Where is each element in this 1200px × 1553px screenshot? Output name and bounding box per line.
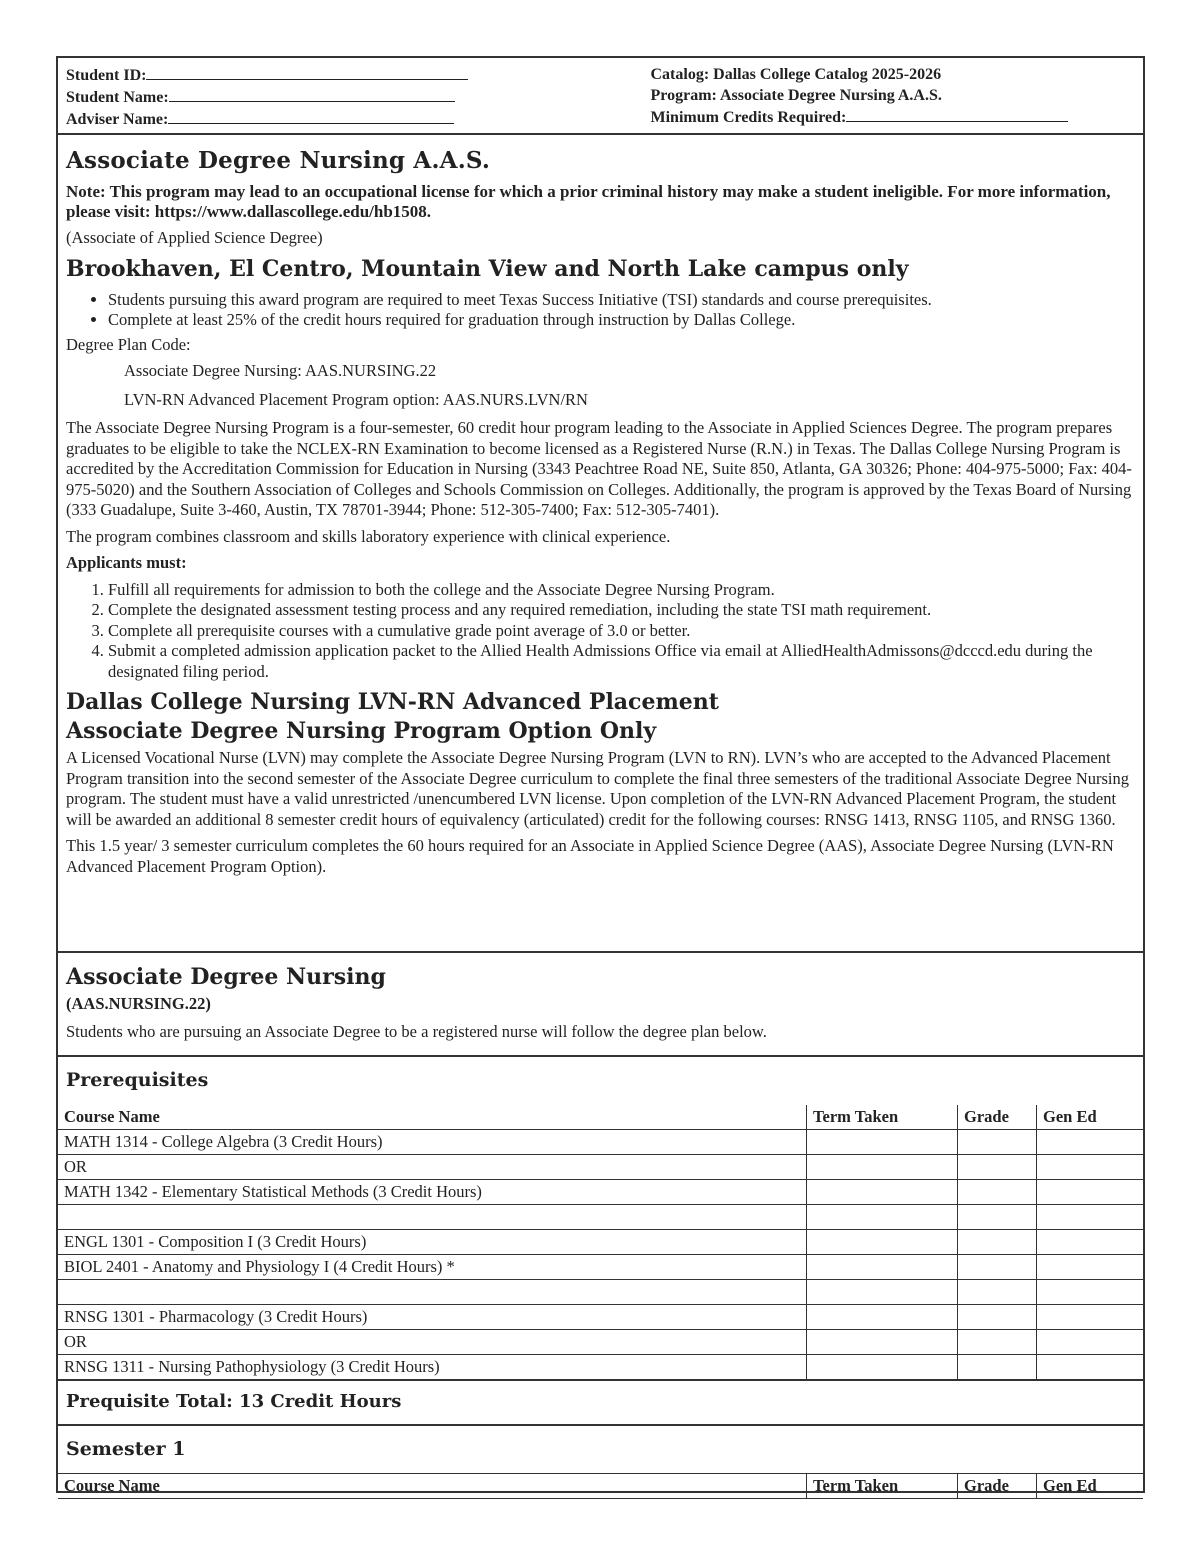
col-term-taken: Term Taken xyxy=(807,1474,958,1499)
table-row xyxy=(58,1180,1143,1205)
table-row xyxy=(58,1130,1143,1155)
term-cell[interactable] xyxy=(807,1205,958,1230)
degree-type: (Associate of Applied Science Degree) xyxy=(66,228,323,247)
semester-1-table xyxy=(58,1474,1143,1499)
table-row xyxy=(58,1355,1143,1380)
hb1508-note: Note: This program may lead to an occupational license for which a prior criminal history may make a student ineligible. For more information, please visit: https://www.dallascollege.edu/hb1508. xyxy=(66,182,1111,221)
table-header-row xyxy=(58,1105,1143,1130)
term-cell[interactable] xyxy=(807,1255,958,1280)
term-cell[interactable] xyxy=(807,1180,958,1205)
lvn-heading xyxy=(66,688,1135,746)
plan-code-lvn: LVN-RN Advanced Placement Program option: AAS.NURS.LVN/RN xyxy=(124,389,588,409)
table-row xyxy=(58,1230,1143,1255)
course-cell: RNSG 1311 - Nursing Pathophysiology (3 Credit Hours) xyxy=(58,1355,807,1380)
gen-ed-cell[interactable] xyxy=(1037,1355,1144,1380)
course-cell: RNSG 1301 - Pharmacology (3 Credit Hours) xyxy=(58,1305,807,1330)
program-title: Associate Degree Nursing A.A.S. xyxy=(66,147,491,174)
term-cell[interactable] xyxy=(807,1305,958,1330)
term-cell[interactable] xyxy=(807,1130,958,1155)
prerequisites-table xyxy=(58,1105,1143,1380)
grade-cell[interactable] xyxy=(958,1280,1037,1305)
degree-plan-page xyxy=(56,56,1145,1493)
term-cell[interactable] xyxy=(807,1155,958,1180)
grade-cell[interactable] xyxy=(958,1330,1037,1355)
program-paragraph: The Associate Degree Nursing Program is a four-semester, 60 credit hour program leading to the Associate in Applied Sciences Degree. The program prepares graduates to be eligible to take the NCLEX-RN Examination to become licensed as a Registered Nurse (R.N.) in Texas. The Dallas College Nursing Program is accredited by the Accreditation Commission for Education in Nursing (3343 Peachtree Road NE, Suite 850, Atlanta, GA 30326; Phone: 404-975-5000; Fax: 404-975-5020) and the Southern Association of Colleges and Schools Commission on Colleges. Additionally, the program is approved by the Texas Board of Nursing (333 Guadalupe, Suite 3-460, Austin, TX 78701-3944; Phone: 512-305-7400; Fax: 512-305-7401). xyxy=(66,418,1132,519)
semester-1-section xyxy=(58,1426,1143,1499)
table-row xyxy=(58,1305,1143,1330)
list-item: • Complete at least 25% of the credit hours required for graduation through instruction by Dallas College. xyxy=(108,310,1135,331)
min-credits-label: Minimum Credits Required: xyxy=(650,109,847,126)
gen-ed-cell[interactable] xyxy=(1037,1280,1144,1305)
lvn-paragraph: A Licensed Vocational Nurse (LVN) may complete the Associate Degree Nursing Program (LVN to RN). LVN’s who are accepted to the Advanced Placement Program transition into the second semester of the Associate Degree curriculum to complete the final three semesters of the traditional Associate Degree Nursing program. The student must have a valid unrestricted /unencumbered LVN license. Upon completion of the LVN-RN Advanced Placement Program, the student will be awarded an additional 8 semester credit hours of equivalency (articulated) credit for the following courses: RNSG 1413, RNSG 1105, and RNSG 1360. xyxy=(66,748,1130,829)
prerequisite-total: Prequisite Total: 13 Credit Hours xyxy=(66,1391,402,1412)
list-item: • Students pursuing this award program are required to meet Texas Success Initiative (TSI) standards and course prerequisites. xyxy=(108,290,1135,311)
student-id-row xyxy=(66,64,551,86)
campus-heading: Brookhaven, El Centro, Mountain View and North Lake campus only xyxy=(66,255,909,282)
student-id-field[interactable] xyxy=(146,64,468,80)
program-description xyxy=(58,135,1143,953)
program-text: Program: Associate Degree Nursing A.A.S. xyxy=(650,87,942,104)
col-gen-ed: Gen Ed xyxy=(1037,1105,1144,1130)
course-cell: OR xyxy=(58,1155,807,1180)
prerequisites-title: Prerequisites xyxy=(66,1069,209,1091)
adn-description: Students who are pursuing an Associate Degree to be a registered nurse will follow the degree plan below. xyxy=(66,1022,767,1041)
adviser-name-field[interactable] xyxy=(168,108,454,124)
student-info-header xyxy=(58,58,1143,135)
catalog-text: Catalog: Dallas College Catalog 2025-2026 xyxy=(650,66,942,83)
col-course-name: Course Name xyxy=(58,1105,807,1130)
col-gen-ed: Gen Ed xyxy=(1037,1474,1144,1499)
adn-section xyxy=(58,953,1143,1057)
table-row xyxy=(58,1280,1143,1305)
grade-cell[interactable] xyxy=(958,1230,1037,1255)
student-name-label: Student Name: xyxy=(66,89,169,106)
table-header-row xyxy=(58,1474,1143,1499)
prerequisite-total-row xyxy=(58,1380,1143,1424)
course-cell xyxy=(58,1280,807,1305)
list-item: 3. Complete all prerequisite courses with a cumulative grade point average of 3.0 or better. xyxy=(108,621,1135,642)
course-cell: BIOL 2401 - Anatomy and Physiology I (4 Credit Hours) * xyxy=(58,1255,807,1280)
gen-ed-cell[interactable] xyxy=(1037,1205,1144,1230)
semester-1-title: Semester 1 xyxy=(66,1438,186,1460)
requirements-list xyxy=(66,290,1135,331)
col-grade: Grade xyxy=(958,1105,1037,1130)
prerequisites-section xyxy=(58,1057,1143,1426)
table-row xyxy=(58,1255,1143,1280)
plan-code-label: Degree Plan Code: xyxy=(66,334,191,354)
course-cell xyxy=(58,1205,807,1230)
grade-cell[interactable] xyxy=(958,1255,1037,1280)
applicants-label: Applicants must: xyxy=(66,553,187,572)
list-item: 2. Complete the designated assessment testing process and any required remediation, including the state TSI math requirement. xyxy=(108,600,1135,621)
term-cell[interactable] xyxy=(807,1330,958,1355)
lvn-heading-line1: Dallas College Nursing LVN-RN Advanced Placement xyxy=(66,689,719,715)
grade-cell[interactable] xyxy=(958,1305,1037,1330)
table-row xyxy=(58,1205,1143,1230)
adviser-name-row xyxy=(66,108,551,130)
prerequisites-title-row xyxy=(58,1057,1143,1105)
plan-code-adn: Associate Degree Nursing: AAS.NURSING.22 xyxy=(124,361,437,380)
grade-cell[interactable] xyxy=(958,1180,1037,1205)
lvn-heading-line2: Associate Degree Nursing Program Option Only xyxy=(66,718,657,744)
applicants-list xyxy=(66,580,1135,683)
gen-ed-cell[interactable] xyxy=(1037,1305,1144,1330)
gen-ed-cell[interactable] xyxy=(1037,1155,1144,1180)
grade-cell[interactable] xyxy=(958,1130,1037,1155)
adviser-name-label: Adviser Name: xyxy=(66,111,169,128)
gen-ed-cell[interactable] xyxy=(1037,1180,1144,1205)
grade-cell[interactable] xyxy=(958,1205,1037,1230)
table-row xyxy=(58,1330,1143,1355)
grade-cell[interactable] xyxy=(958,1155,1037,1180)
col-course-name: Course Name xyxy=(58,1474,807,1499)
list-item: 4. Submit a completed admission application packet to the Allied Health Admissions Office via email at AlliedHealthAdmissons@dcccd.edu during the designated filing period. xyxy=(108,641,1135,682)
gen-ed-cell[interactable] xyxy=(1037,1130,1144,1155)
program-summary: The program combines classroom and skills laboratory experience with clinical experience. xyxy=(66,526,671,546)
grade-cell[interactable] xyxy=(958,1355,1037,1380)
col-term-taken: Term Taken xyxy=(807,1105,958,1130)
course-cell: MATH 1314 - College Algebra (3 Credit Hours) xyxy=(58,1130,807,1155)
term-cell[interactable] xyxy=(807,1280,958,1305)
semester-1-title-row xyxy=(58,1426,1143,1474)
course-cell: OR xyxy=(58,1330,807,1355)
table-row xyxy=(58,1155,1143,1180)
gen-ed-cell[interactable] xyxy=(1037,1330,1144,1355)
col-grade: Grade xyxy=(958,1474,1037,1499)
course-cell: MATH 1342 - Elementary Statistical Methods (3 Credit Hours) xyxy=(58,1180,807,1205)
adn-title: Associate Degree Nursing xyxy=(66,964,386,990)
list-item: 1. Fulfill all requirements for admission to both the college and the Associate Degree Nursing Program. xyxy=(108,580,1135,601)
gen-ed-cell[interactable] xyxy=(1037,1230,1144,1255)
term-cell[interactable] xyxy=(807,1230,958,1255)
adn-code: (AAS.NURSING.22) xyxy=(66,994,211,1013)
student-id-label: Student ID: xyxy=(66,67,147,84)
student-name-field[interactable] xyxy=(169,86,455,102)
lvn-summary: This 1.5 year/ 3 semester curriculum completes the 60 hours required for an Associate in Applied Science Degree (AAS), Associate Degree Nursing (LVN-RN Advanced Placement Program Option). xyxy=(66,836,1114,876)
gen-ed-cell[interactable] xyxy=(1037,1255,1144,1280)
min-credits-field[interactable] xyxy=(846,106,1068,122)
course-cell: ENGL 1301 - Composition I (3 Credit Hours) xyxy=(58,1230,807,1255)
term-cell[interactable] xyxy=(807,1355,958,1380)
student-name-row xyxy=(66,86,551,108)
min-credits-row xyxy=(651,106,1136,128)
